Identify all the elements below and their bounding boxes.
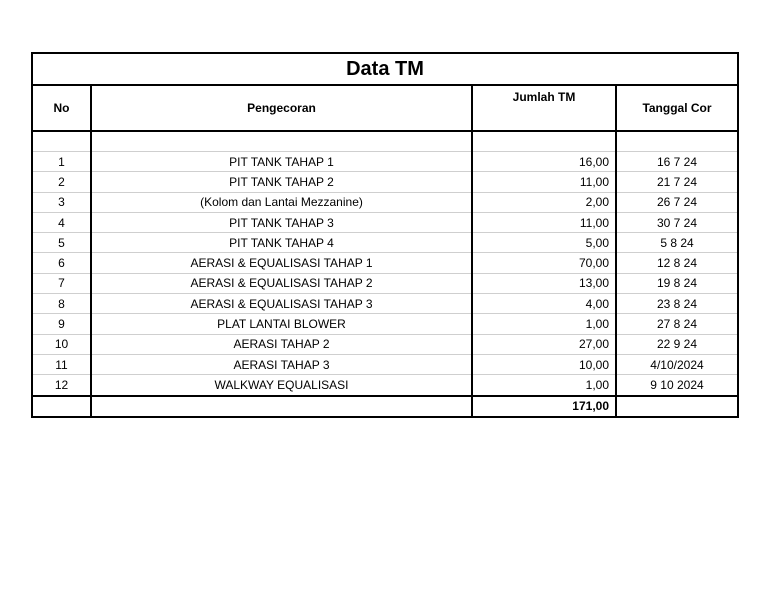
cell-pengecoran: AERASI TAHAP 3	[91, 354, 472, 374]
cell-jumlah-tm: 10,00	[472, 354, 616, 374]
cell-no: 10	[33, 334, 91, 354]
cell-jumlah-tm: 2,00	[472, 192, 616, 212]
table-row	[33, 212, 737, 232]
cell-tanggal-cor: 22 9 24	[616, 334, 737, 354]
table-row	[33, 172, 737, 192]
cell-no: 7	[33, 273, 91, 293]
cell-tanggal-cor: 5 8 24	[616, 233, 737, 253]
cell-pengecoran: AERASI & EQUALISASI TAHAP 1	[91, 253, 472, 273]
cell-jumlah-tm: 13,00	[472, 273, 616, 293]
total-jumlah: 171,00	[472, 396, 616, 416]
table-row	[33, 334, 737, 354]
cell-pengecoran: PLAT LANTAI BLOWER	[91, 314, 472, 334]
cell-pengecoran: PIT TANK TAHAP 1	[91, 152, 472, 172]
cell-no: 9	[33, 314, 91, 334]
cell-jumlah-tm: 5,00	[472, 233, 616, 253]
cell-jumlah-tm: 1,00	[472, 314, 616, 334]
cell-no: 8	[33, 294, 91, 314]
cell-jumlah-tm: 70,00	[472, 253, 616, 273]
cell-no: 1	[33, 152, 91, 172]
cell-pengecoran: PIT TANK TAHAP 4	[91, 233, 472, 253]
cell-no: 5	[33, 233, 91, 253]
cell-tanggal-cor: 30 7 24	[616, 212, 737, 232]
table-row	[33, 294, 737, 314]
empty-cell	[33, 131, 91, 152]
empty-cell	[472, 131, 616, 152]
cell-tanggal-cor: 12 8 24	[616, 253, 737, 273]
table-row	[33, 152, 737, 172]
empty-cell	[33, 396, 91, 416]
cell-pengecoran: AERASI TAHAP 2	[91, 334, 472, 354]
header-pengecoran: Pengecoran	[91, 86, 472, 131]
cell-tanggal-cor: 27 8 24	[616, 314, 737, 334]
cell-tanggal-cor: 19 8 24	[616, 273, 737, 293]
cell-tanggal-cor: 9 10 2024	[616, 375, 737, 396]
cell-pengecoran: (Kolom dan Lantai Mezzanine)	[91, 192, 472, 212]
cell-no: 2	[33, 172, 91, 192]
table-row	[33, 192, 737, 212]
empty-cell	[616, 131, 737, 152]
cell-tanggal-cor: 4/10/2024	[616, 354, 737, 374]
empty-cell	[91, 396, 472, 416]
table-row	[33, 273, 737, 293]
cell-no: 3	[33, 192, 91, 212]
empty-cell	[616, 396, 737, 416]
total-row	[33, 396, 737, 416]
table-row	[33, 253, 737, 273]
table-row	[33, 314, 737, 334]
sheet-title: Data TM	[33, 54, 737, 86]
header-jumlah-tm: Jumlah TM	[472, 86, 616, 131]
cell-jumlah-tm: 1,00	[472, 375, 616, 396]
spacer-row	[33, 131, 737, 152]
data-tm-table	[33, 86, 737, 416]
header-no: No	[33, 86, 91, 131]
cell-jumlah-tm: 16,00	[472, 152, 616, 172]
table-row	[33, 354, 737, 374]
cell-pengecoran: PIT TANK TAHAP 2	[91, 172, 472, 192]
header-tanggal-cor: Tanggal Cor	[616, 86, 737, 131]
cell-tanggal-cor: 16 7 24	[616, 152, 737, 172]
cell-jumlah-tm: 11,00	[472, 172, 616, 192]
header-row	[33, 86, 737, 131]
cell-jumlah-tm: 27,00	[472, 334, 616, 354]
cell-pengecoran: PIT TANK TAHAP 3	[91, 212, 472, 232]
cell-pengecoran: AERASI & EQUALISASI TAHAP 2	[91, 273, 472, 293]
cell-pengecoran: WALKWAY EQUALISASI	[91, 375, 472, 396]
cell-tanggal-cor: 26 7 24	[616, 192, 737, 212]
cell-tanggal-cor: 21 7 24	[616, 172, 737, 192]
cell-tanggal-cor: 23 8 24	[616, 294, 737, 314]
empty-cell	[91, 131, 472, 152]
cell-jumlah-tm: 4,00	[472, 294, 616, 314]
cell-no: 12	[33, 375, 91, 396]
cell-no: 6	[33, 253, 91, 273]
cell-jumlah-tm: 11,00	[472, 212, 616, 232]
cell-pengecoran: AERASI & EQUALISASI TAHAP 3	[91, 294, 472, 314]
cell-no: 11	[33, 354, 91, 374]
data-tm-sheet	[31, 52, 739, 418]
table-row	[33, 375, 737, 396]
table-row	[33, 233, 737, 253]
cell-no: 4	[33, 212, 91, 232]
